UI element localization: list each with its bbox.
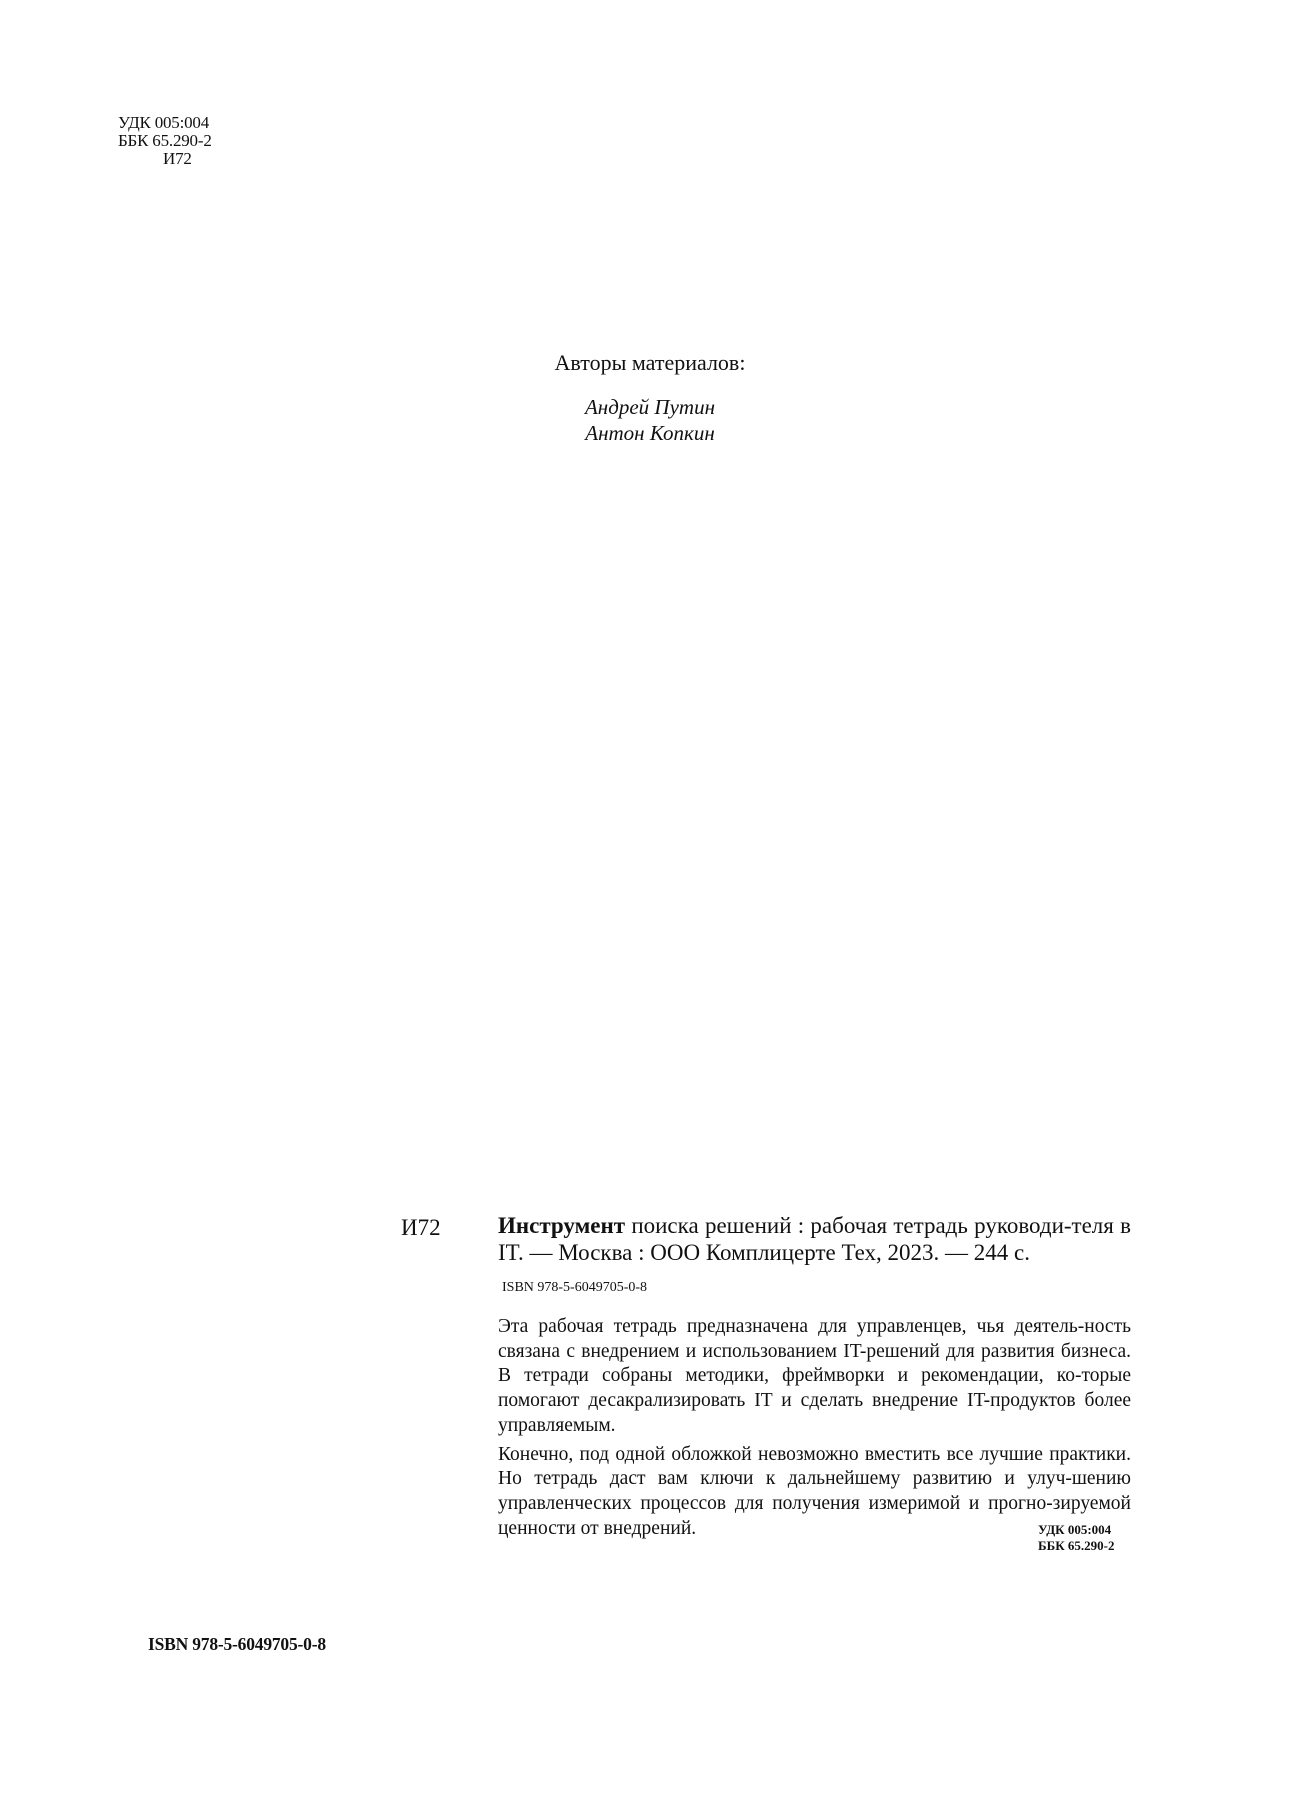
- authors-block: [500, 350, 800, 446]
- classification-codes-top: [118, 114, 212, 168]
- classification-codes-bottom: [1038, 1522, 1114, 1554]
- bbk-code: ББК 65.290-2: [118, 131, 212, 150]
- catalog-title-rest: поиска решений : рабочая тетрадь руководи-теля в IT. — Москва : ООО Комплицерте Тех, 2023. — 244 с.: [498, 1213, 1131, 1265]
- abstract-paragraph: Конечно, под одной обложкой невозможно вместить все лучшие практики. Но тетрадь даст вам ключи к дальнейшему развитию и улуч-шению управленческих процессов для получения измеримой и прогно-зируемой ценности от внедрений.: [498, 1443, 1131, 1539]
- udk-code: УДК 005:004: [118, 113, 210, 132]
- abstract: [498, 1315, 1131, 1541]
- udk-code: УДК 005:004: [1038, 1522, 1112, 1537]
- bbk-code: ББК 65.290-2: [1038, 1538, 1115, 1553]
- catalog-title: [498, 1212, 1131, 1266]
- abstract-paragraph: Эта рабочая тетрадь предназначена для управленцев, чья деятель-ность связана с внедрением и использованием IT-решений для развития бизнеса. В тетради собраны методики, фреймворки и рекомендации, ко-торые помогают десакрализировать IT и сделать внедрение IT-продуктов более управляемым.: [498, 1316, 1131, 1436]
- author-name: Антон Копкин: [585, 421, 715, 445]
- catalog-title-bold: Инструмент: [498, 1213, 626, 1238]
- isbn-footer: ISBN 978-5-6049705-0-8: [148, 1634, 326, 1654]
- catalog-isbn: ISBN 978-5-6049705-0-8: [502, 1280, 648, 1295]
- catalog-author-sign: И72: [401, 1215, 441, 1240]
- author-sign: И72: [163, 149, 192, 168]
- author-name: Андрей Путин: [584, 395, 715, 419]
- authors-heading: Авторы материалов:: [554, 350, 746, 375]
- catalog-record: [498, 1212, 1131, 1541]
